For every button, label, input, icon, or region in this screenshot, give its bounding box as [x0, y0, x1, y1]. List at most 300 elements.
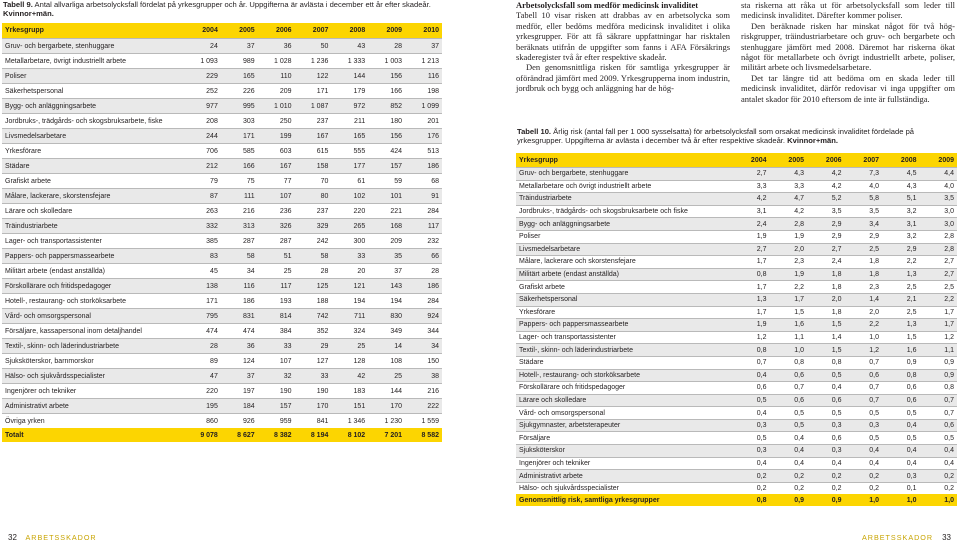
page-number-right: 33: [942, 533, 951, 542]
cell-value: 0,8: [882, 369, 920, 382]
column-header-group: Yrkesgrupp: [516, 153, 732, 168]
table-row: [2, 114, 442, 129]
cell-value: 1,7: [732, 306, 770, 319]
cell-value: 0,3: [807, 419, 845, 432]
cell-value: 0,4: [732, 369, 770, 382]
cell-value: 220: [331, 204, 368, 219]
article-paragraph-5: Det tar längre tid att bedöma om en skada leder till medicinsk invaliditet, därför redovisar vi inga uppgifter om antalet skador för 2010 eftersom de inte är fullständiga.: [741, 72, 955, 104]
cell-value: 3,5: [845, 205, 883, 218]
table-row: [2, 354, 442, 369]
cell-value: 2,7: [920, 268, 958, 281]
cell-value: 0,7: [845, 382, 883, 395]
cell-value: 14: [368, 339, 405, 354]
cell-value: 1,2: [920, 331, 958, 344]
cell-value: 287: [221, 234, 258, 249]
cell-value: 263: [184, 204, 221, 219]
cell-value: 3,3: [732, 180, 770, 193]
table-row: [516, 205, 957, 218]
cell-value: 0,4: [770, 432, 808, 445]
cell-value: 1 003: [368, 54, 405, 69]
cell-value: 0,4: [770, 445, 808, 458]
cell-value: 83: [184, 249, 221, 264]
table-row: [2, 54, 442, 69]
table-row: [516, 457, 957, 470]
cell-value: 1,5: [770, 306, 808, 319]
cell-value: 1,7: [732, 281, 770, 294]
cell-value: 194: [368, 294, 405, 309]
table-row: [2, 309, 442, 324]
total-value: 1,0: [882, 494, 920, 506]
column-header-year: 2006: [807, 153, 845, 168]
row-label: Träindustriarbete: [2, 219, 184, 234]
column-header-group: Yrkesgrupp: [2, 23, 184, 39]
table9-label: Tabell 9.: [3, 0, 33, 9]
cell-value: 2,9: [882, 243, 920, 256]
table10: [516, 153, 957, 506]
cell-value: 252: [184, 84, 221, 99]
cell-value: 474: [221, 324, 258, 339]
total-row: [2, 428, 442, 442]
cell-value: 2,3: [770, 256, 808, 269]
cell-value: 25: [368, 369, 405, 384]
cell-value: 1,5: [882, 331, 920, 344]
column-header-year: 2005: [770, 153, 808, 168]
cell-value: 197: [221, 384, 258, 399]
cell-value: 4,5: [882, 168, 920, 181]
row-label: Gruv- och bergarbete, stenhuggare: [2, 39, 184, 54]
article-paragraph-3: sta riskerna att råka ut för arbetsolycksfall som leder till medicinsk invaliditet. Därefter kommer poliser.: [741, 0, 955, 21]
cell-value: 244: [184, 129, 221, 144]
cell-value: 555: [331, 144, 368, 159]
cell-value: 89: [184, 354, 221, 369]
cell-value: 3,2: [882, 230, 920, 243]
table-row: [516, 344, 957, 357]
cell-value: 0,3: [732, 445, 770, 458]
cell-value: 171: [184, 294, 221, 309]
row-label: Administrativt arbete: [2, 399, 184, 414]
cell-value: 2,2: [920, 293, 958, 306]
cell-value: 34: [221, 264, 258, 279]
cell-value: 326: [258, 219, 295, 234]
cell-value: 3,3: [770, 180, 808, 193]
cell-value: 1,5: [807, 344, 845, 357]
row-label: Städare: [516, 356, 732, 369]
cell-value: 158: [295, 159, 332, 174]
total-value: 8 382: [258, 428, 295, 442]
total-value: 7 201: [368, 428, 405, 442]
column-header-year: 2006: [258, 23, 295, 39]
cell-value: 0,5: [770, 407, 808, 420]
cell-value: 222: [405, 399, 442, 414]
cell-value: 0,9: [920, 356, 958, 369]
table-row: [2, 414, 442, 429]
cell-value: 216: [221, 204, 258, 219]
cell-value: 176: [405, 129, 442, 144]
cell-value: 107: [258, 354, 295, 369]
cell-value: 2,8: [920, 230, 958, 243]
cell-value: 171: [295, 84, 332, 99]
total-value: 1,0: [845, 494, 883, 506]
table10-section: [516, 153, 957, 506]
table-row: [2, 69, 442, 84]
cell-value: 165: [331, 129, 368, 144]
cell-value: 33: [331, 249, 368, 264]
cell-value: 2,0: [807, 293, 845, 306]
cell-value: 4,4: [920, 168, 958, 181]
column-header-year: 2009: [368, 23, 405, 39]
row-label: Yrkesförare: [2, 144, 184, 159]
total-value: 1,0: [920, 494, 958, 506]
cell-value: 156: [368, 129, 405, 144]
cell-value: 0,5: [770, 419, 808, 432]
cell-value: 0,7: [845, 356, 883, 369]
cell-value: 167: [258, 159, 295, 174]
row-label: Övriga yrken: [2, 414, 184, 429]
table-row: [2, 144, 442, 159]
cell-value: 0,4: [882, 457, 920, 470]
table-row: [516, 407, 957, 420]
cell-value: 1,1: [920, 344, 958, 357]
row-label: Textil-, skinn- och läderindustriarbete: [2, 339, 184, 354]
cell-value: 1,8: [845, 268, 883, 281]
table-row: [2, 294, 442, 309]
table-row: [2, 39, 442, 54]
cell-value: 3,5: [807, 205, 845, 218]
cell-value: 0,5: [732, 432, 770, 445]
cell-value: 0,2: [770, 470, 808, 483]
cell-value: 2,7: [732, 243, 770, 256]
row-label: Hälso- och sjukvårdsspecialister: [516, 482, 732, 494]
table-row: [516, 180, 957, 193]
row-label: Pappers- och pappersmassearbete: [2, 249, 184, 264]
cell-value: 1 213: [405, 54, 442, 69]
cell-value: 1,5: [807, 319, 845, 332]
cell-value: 0,6: [807, 432, 845, 445]
cell-value: 1 087: [295, 99, 332, 114]
cell-value: 1,4: [807, 331, 845, 344]
cell-value: 814: [258, 309, 295, 324]
cell-value: 116: [405, 69, 442, 84]
cell-value: 0,4: [807, 382, 845, 395]
row-label: Målare, lackerare och skorstensfejare: [516, 256, 732, 269]
cell-value: 332: [184, 219, 221, 234]
cell-value: 1,2: [845, 344, 883, 357]
cell-value: 166: [221, 159, 258, 174]
cell-value: 186: [221, 294, 258, 309]
total-value: 0,9: [770, 494, 808, 506]
cell-value: 2,8: [770, 218, 808, 231]
cell-value: 841: [295, 414, 332, 429]
footer-label-left: ARBETSSKADOR: [25, 533, 97, 542]
row-label: Förskollärare och fritidspedagoger: [2, 279, 184, 294]
cell-value: 29: [295, 339, 332, 354]
cell-value: 0,2: [920, 470, 958, 483]
column-header-year: 2009: [920, 153, 958, 168]
table9-caption-bold: Kvinnor+män.: [3, 9, 54, 19]
cell-value: 79: [184, 174, 221, 189]
row-label: Försäljare: [516, 432, 732, 445]
cell-value: 0,6: [770, 369, 808, 382]
cell-value: 0,2: [770, 482, 808, 494]
cell-value: 91: [405, 189, 442, 204]
cell-value: 0,7: [845, 394, 883, 407]
row-label: Bygg- och anläggningsarbete: [516, 218, 732, 231]
cell-value: 186: [405, 279, 442, 294]
cell-value: 0,6: [845, 369, 883, 382]
table9: [2, 23, 442, 442]
cell-value: 190: [258, 384, 295, 399]
cell-value: 0,4: [732, 457, 770, 470]
cell-value: 110: [258, 69, 295, 84]
footer-right: [862, 533, 957, 542]
table-row: [2, 219, 442, 234]
cell-value: 2,1: [882, 293, 920, 306]
cell-value: 0,5: [920, 432, 958, 445]
cell-value: 1,8: [845, 256, 883, 269]
cell-value: 42: [331, 369, 368, 384]
cell-value: 513: [405, 144, 442, 159]
article-column-2: [741, 0, 955, 104]
cell-value: 1,7: [920, 319, 958, 332]
cell-value: 156: [368, 69, 405, 84]
cell-value: 995: [221, 99, 258, 114]
cell-value: 2,9: [807, 230, 845, 243]
cell-value: 157: [258, 399, 295, 414]
cell-value: 711: [331, 309, 368, 324]
cell-value: 199: [258, 129, 295, 144]
row-label: Ingenjörer och tekniker: [516, 457, 732, 470]
table-row: [2, 234, 442, 249]
cell-value: 0,8: [807, 356, 845, 369]
cell-value: 33: [295, 369, 332, 384]
cell-value: 2,7: [920, 256, 958, 269]
footer-label-right: ARBETSSKADOR: [861, 533, 934, 542]
cell-value: 0,4: [845, 445, 883, 458]
row-label: Pappers- och pappersmassearbete: [516, 319, 732, 332]
row-label: Grafiskt arbete: [516, 281, 732, 294]
table-row: [2, 369, 442, 384]
cell-value: 220: [184, 384, 221, 399]
cell-value: 0,5: [807, 369, 845, 382]
cell-value: 177: [331, 159, 368, 174]
cell-value: 226: [221, 84, 258, 99]
cell-value: 167: [295, 129, 332, 144]
cell-value: 0,3: [732, 419, 770, 432]
cell-value: 183: [331, 384, 368, 399]
cell-value: 2,7: [807, 243, 845, 256]
total-value: 8 102: [331, 428, 368, 442]
cell-value: 221: [368, 204, 405, 219]
cell-value: 2,9: [807, 218, 845, 231]
cell-value: 2,9: [845, 230, 883, 243]
cell-value: 75: [221, 174, 258, 189]
cell-value: 265: [331, 219, 368, 234]
cell-value: 2,5: [920, 281, 958, 294]
cell-value: 0,4: [882, 419, 920, 432]
cell-value: 959: [258, 414, 295, 429]
cell-value: 122: [295, 69, 332, 84]
cell-value: 1 028: [258, 54, 295, 69]
cell-value: 101: [368, 189, 405, 204]
table-row: [2, 174, 442, 189]
cell-value: 2,5: [882, 281, 920, 294]
cell-value: 1 559: [405, 414, 442, 429]
cell-value: 43: [331, 39, 368, 54]
cell-value: 1,4: [845, 293, 883, 306]
cell-value: 24: [184, 39, 221, 54]
cell-value: 250: [258, 114, 295, 129]
table-row: [516, 168, 957, 181]
table10-caption-text: Årlig risk (antal fall per 1 000 sysselsatta) för arbetsolycksfall som orsakat medicinsk invaliditet fördelade på yrkesgrupper. Uppgifterna är avlästa i december två år efter respektive skadeår.: [517, 127, 915, 146]
cell-value: 284: [405, 204, 442, 219]
cell-value: 0,5: [882, 407, 920, 420]
table-row: [2, 324, 442, 339]
cell-value: 0,5: [807, 407, 845, 420]
cell-value: 1,9: [770, 268, 808, 281]
cell-value: 0,2: [845, 470, 883, 483]
cell-value: 170: [368, 399, 405, 414]
cell-value: 0,9: [882, 356, 920, 369]
cell-value: 38: [405, 369, 442, 384]
row-label: Militärt arbete (endast anställda): [516, 268, 732, 281]
table-row: [2, 129, 442, 144]
cell-value: 4,2: [807, 180, 845, 193]
cell-value: 33: [258, 339, 295, 354]
cell-value: 242: [295, 234, 332, 249]
row-label: Ingenjörer och tekniker: [2, 384, 184, 399]
cell-value: 0,4: [770, 457, 808, 470]
column-header-year: 2005: [221, 23, 258, 39]
cell-value: 585: [221, 144, 258, 159]
row-label: Metallarbetare och övrigt industriellt arbete: [516, 180, 732, 193]
cell-value: 3,1: [732, 205, 770, 218]
row-label: Förskollärare och fritidspedagoger: [516, 382, 732, 395]
row-label: Vård- och omsorgspersonal: [516, 407, 732, 420]
cell-value: 0,2: [732, 482, 770, 494]
cell-value: 0,4: [807, 457, 845, 470]
cell-value: 1,2: [732, 331, 770, 344]
cell-value: 70: [295, 174, 332, 189]
table9-caption: [3, 0, 442, 18]
cell-value: 0,4: [845, 457, 883, 470]
cell-value: 830: [368, 309, 405, 324]
cell-value: 0,4: [882, 445, 920, 458]
cell-value: 0,3: [807, 445, 845, 458]
cell-value: 25: [258, 264, 295, 279]
cell-value: 3,1: [882, 218, 920, 231]
article-paragraph-1: Tabell 10 visar risken att drabbas av en arbetsolycka som medför, eller bedöms medföra medicinsk invaliditet i olika yrkesgrupper. För att få säkrare uppfattningar har risktalen beräknats utifrån de uppgifter som fanns i AFA Försäkrings skaderegister två år efter respektive skadeår.: [516, 10, 730, 63]
table-row: [2, 339, 442, 354]
row-label: Lärare och skolledare: [2, 204, 184, 219]
cell-value: 111: [221, 189, 258, 204]
cell-value: 0,6: [807, 394, 845, 407]
total-value: 0,8: [732, 494, 770, 506]
cell-value: 102: [331, 189, 368, 204]
cell-value: 385: [184, 234, 221, 249]
row-label: Jordbruks-, trädgårds- och skogsbruksarbete och fiske: [516, 205, 732, 218]
cell-value: 2,2: [845, 319, 883, 332]
cell-value: 287: [258, 234, 295, 249]
cell-value: 171: [221, 129, 258, 144]
cell-value: 2,5: [882, 306, 920, 319]
column-header-year: 2008: [882, 153, 920, 168]
table9-caption-text: Antal allvarliga arbetsolycksfall fördelat på yrkesgrupper och år. Uppgifterna är avlästa i december ett år efter skadeår.: [34, 0, 431, 9]
cell-value: 201: [405, 114, 442, 129]
row-label: Sjuksköterskor, barnmorskor: [2, 354, 184, 369]
row-label: Säkerhetspersonal: [516, 293, 732, 306]
cell-value: 2,0: [845, 306, 883, 319]
cell-value: 121: [331, 279, 368, 294]
table-row: [516, 193, 957, 206]
row-label: Lärare och skolledare: [516, 394, 732, 407]
table-row: [2, 384, 442, 399]
cell-value: 3,0: [920, 205, 958, 218]
row-label: Livsmedelsarbetare: [516, 243, 732, 256]
cell-value: 51: [258, 249, 295, 264]
cell-value: 1 099: [405, 99, 442, 114]
cell-value: 474: [184, 324, 221, 339]
cell-value: 1,6: [770, 319, 808, 332]
cell-value: 1,3: [882, 319, 920, 332]
cell-value: 127: [295, 354, 332, 369]
table-row: [516, 331, 957, 344]
cell-value: 0,6: [920, 419, 958, 432]
cell-value: 37: [368, 264, 405, 279]
footer-left: [2, 533, 97, 542]
cell-value: 87: [184, 189, 221, 204]
cell-value: 59: [368, 174, 405, 189]
cell-value: 424: [368, 144, 405, 159]
total-value: 0,9: [807, 494, 845, 506]
cell-value: 352: [295, 324, 332, 339]
cell-value: 1 236: [295, 54, 332, 69]
cell-value: 0,4: [732, 407, 770, 420]
cell-value: 151: [331, 399, 368, 414]
row-label: Säkerhetspersonal: [2, 84, 184, 99]
cell-value: 209: [258, 84, 295, 99]
table-row: [516, 218, 957, 231]
cell-value: 795: [184, 309, 221, 324]
cell-value: 237: [295, 204, 332, 219]
cell-value: 208: [184, 114, 221, 129]
table-row: [2, 84, 442, 99]
cell-value: 3,4: [845, 218, 883, 231]
cell-value: 0,1: [882, 482, 920, 494]
cell-value: 3,5: [920, 193, 958, 206]
row-label: Militärt arbete (endast anställda): [2, 264, 184, 279]
row-label: Livsmedelsarbetare: [2, 129, 184, 144]
row-label: Hotell-, restaurang- och storköksarbete: [2, 294, 184, 309]
cell-value: 1,1: [770, 331, 808, 344]
cell-value: 977: [184, 99, 221, 114]
cell-value: 35: [368, 249, 405, 264]
cell-value: 157: [368, 159, 405, 174]
cell-value: 0,4: [920, 457, 958, 470]
cell-value: 3,2: [882, 205, 920, 218]
cell-value: 193: [258, 294, 295, 309]
row-label: Försäljare, kassapersonal inom detaljhandel: [2, 324, 184, 339]
cell-value: 194: [331, 294, 368, 309]
cell-value: 0,2: [807, 470, 845, 483]
cell-value: 384: [258, 324, 295, 339]
cell-value: 349: [368, 324, 405, 339]
cell-value: 107: [258, 189, 295, 204]
cell-value: 232: [405, 234, 442, 249]
table-row: [2, 204, 442, 219]
row-label: Träindustriarbete: [516, 193, 732, 206]
table-row: [2, 99, 442, 114]
cell-value: 68: [405, 174, 442, 189]
